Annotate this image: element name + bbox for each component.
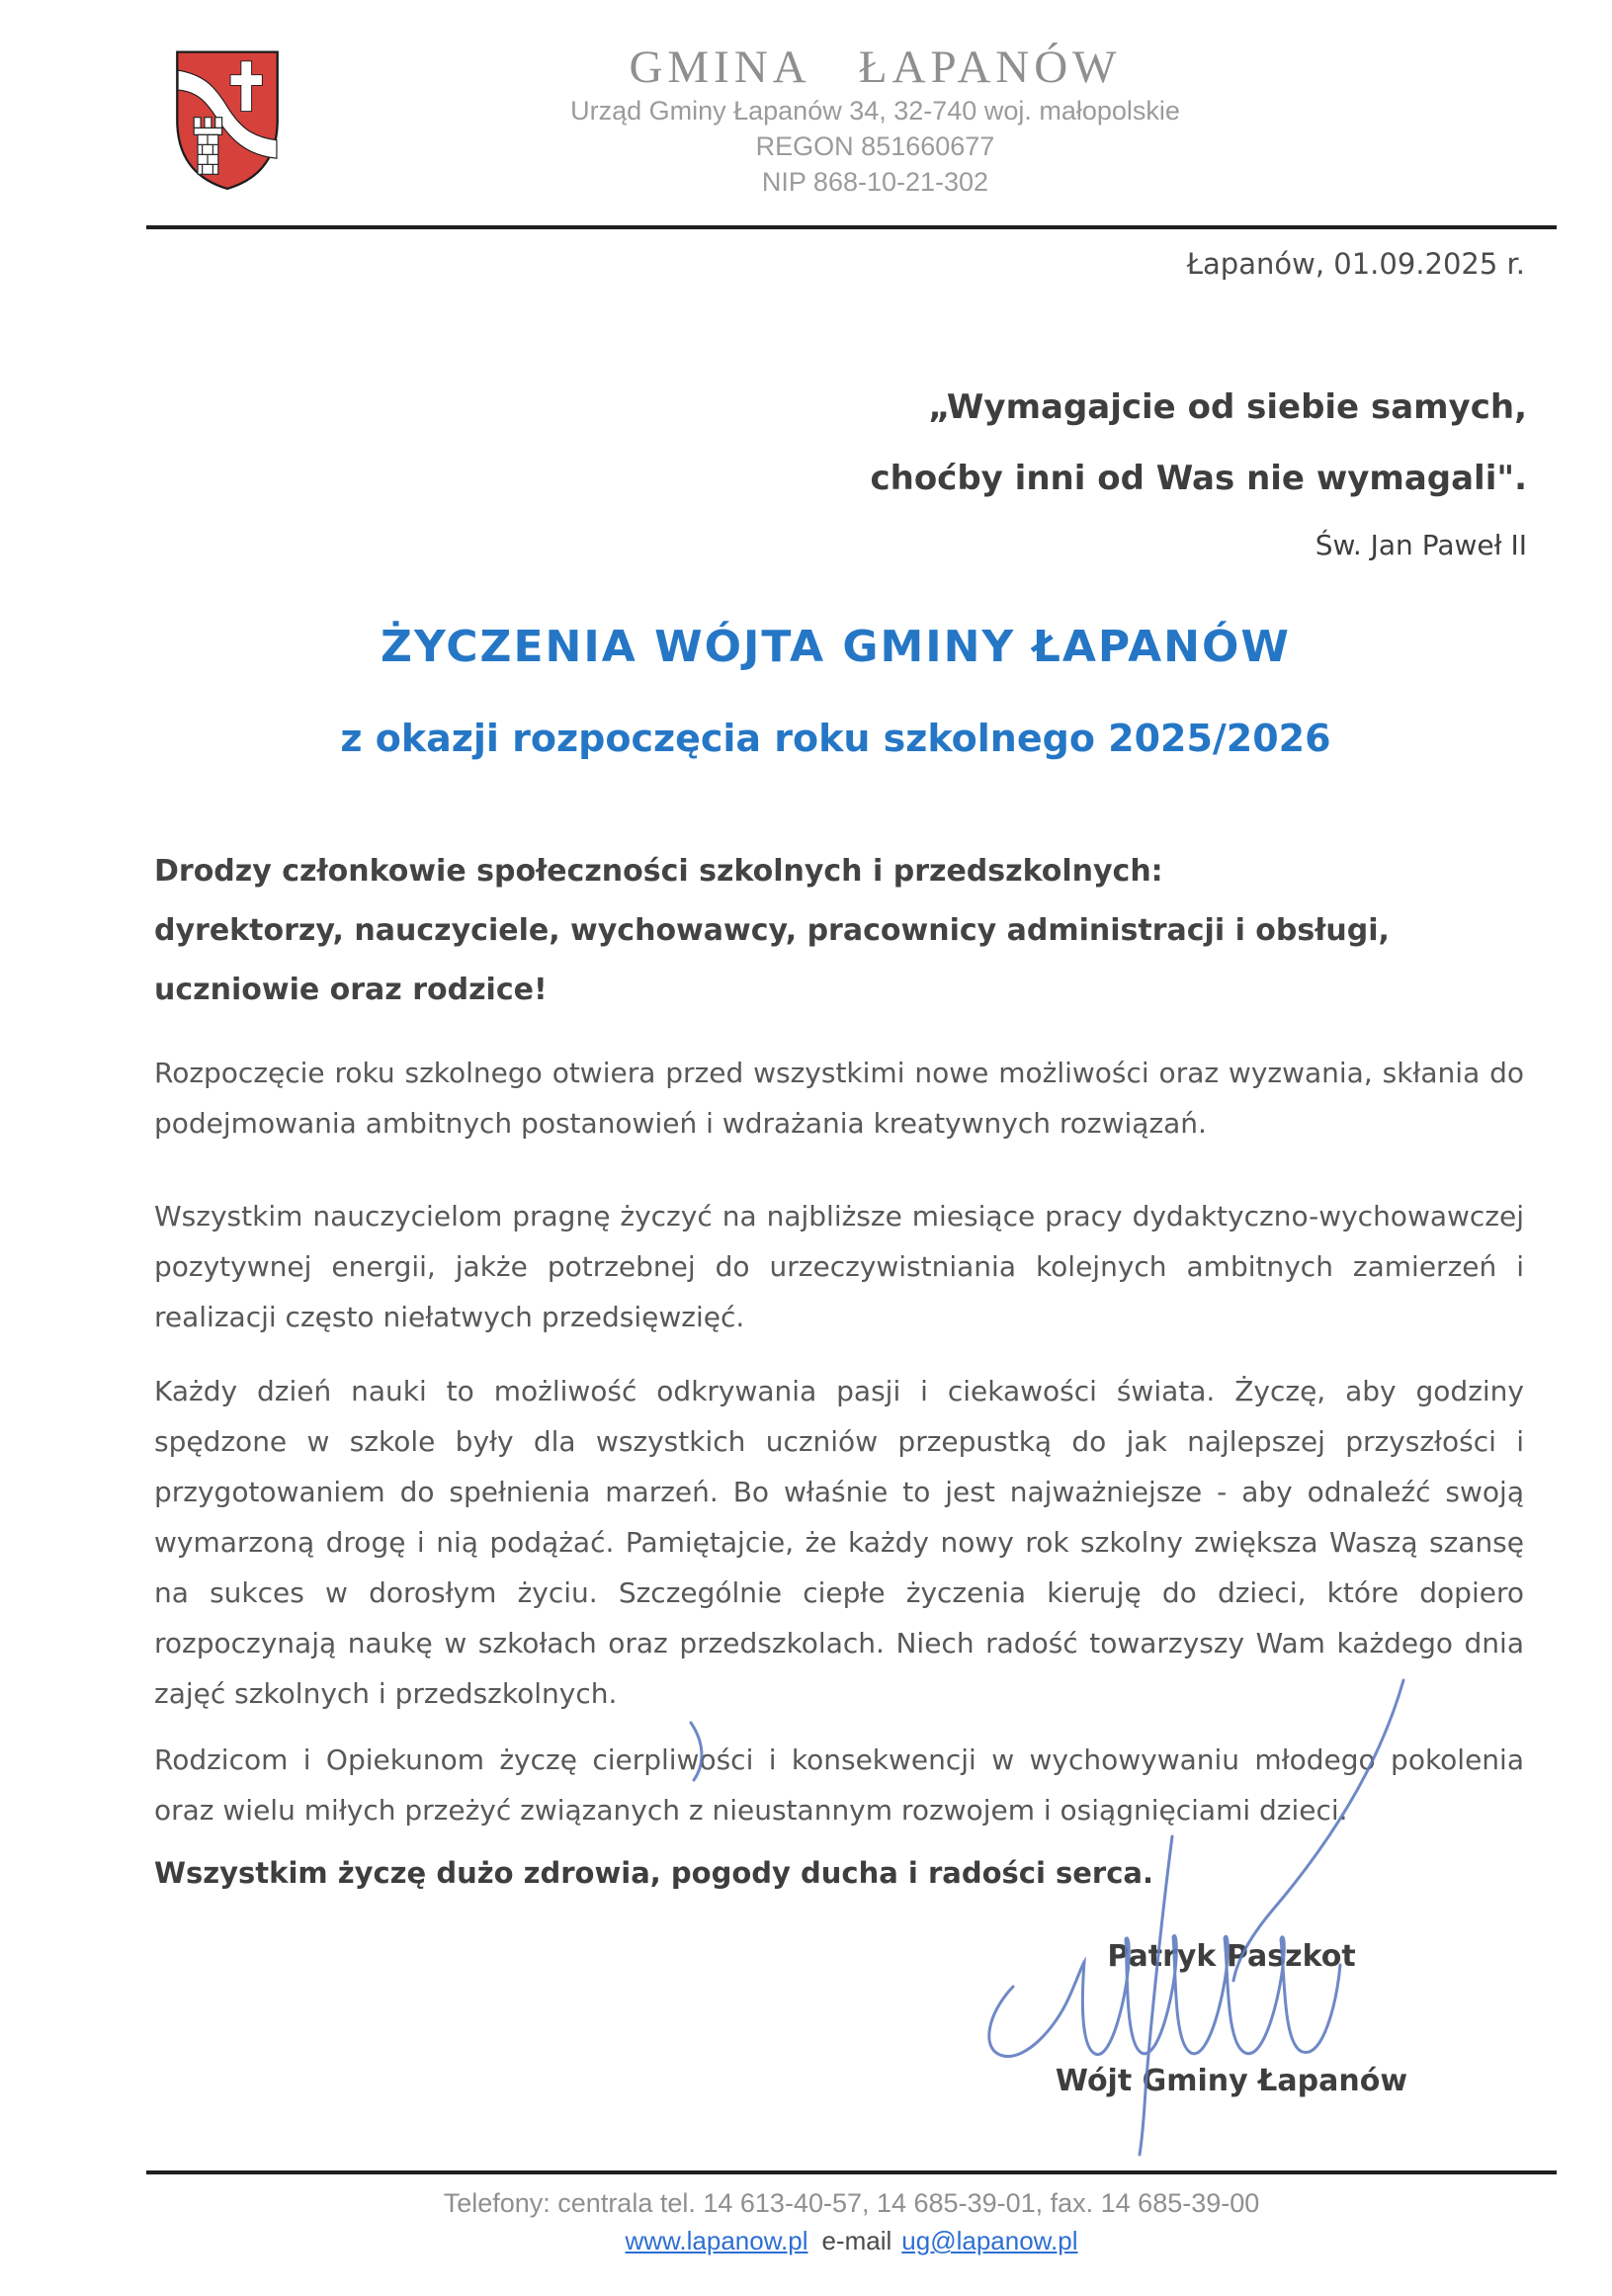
letterhead: [316, 42, 1434, 200]
quote-block: [870, 372, 1527, 577]
org-address: Urząd Gminy Łapanów 34, 32-740 woj. małopolskie: [570, 96, 1180, 126]
signatory-role: Wójt Gminy Łapanów: [1055, 2064, 1408, 2098]
greeting-line-3: uczniowie oraz rodzice!: [154, 973, 548, 1007]
closing-line: Wszystkim życzę dużo zdrowia, pogody ducha i radości serca.: [154, 1856, 1154, 1890]
title-line-1: ŻYCZENIA WÓJTA GMINY ŁAPANÓW: [381, 622, 1291, 672]
email-label: e-mail: [821, 2226, 892, 2255]
paragraph-2: Wszystkim nauczycielom pragnę życzyć na najbliższe miesiące pracy dydaktyczno-wychowawczej pozytywnej energii, jakże potrzebnej do urzeczywistniania kolejnych ambitnych zamierzeń i realizacji często niełatwych przedsięwzięć.: [154, 1200, 1524, 1333]
paragraph-1: Rozpoczęcie roku szkolnego otwiera przed wszystkimi nowe możliwości oraz wyzwania, skłania do podejmowania ambitnych postanowień i wdrażania kreatywnych rozwiązań.: [154, 1057, 1524, 1140]
quote-attribution: Św. Jan Paweł II: [1315, 529, 1527, 561]
signatory-name: Patryk Paszkot: [1107, 1939, 1356, 1974]
paragraph-4: Rodzicom i Opiekunom życzę cierpliwości i konsekwencji w wychowywaniu młodego pokolenia oraz wielu miłych przeżyć związanych z nieustannym rozwojem i osiągnięciami dzieci.: [154, 1743, 1524, 1827]
title-line-2: z okazji rozpoczęcia roku szkolnego 2025/2026: [340, 717, 1331, 760]
footer-phones: Telefony: centrala tel. 14 613-40-57, 14 685-39-01, fax. 14 685-39-00: [443, 2188, 1260, 2218]
lapanow-coat-of-arms-icon: [166, 47, 289, 192]
header-divider: [146, 225, 1557, 229]
greeting-line-1: Drodzy członkowie społeczności szkolnych i przedszkolnych:: [154, 854, 1163, 889]
letter-title: [59, 623, 1612, 761]
footer-links: [146, 2226, 1557, 2256]
org-name: GMINA ŁAPANÓW: [629, 42, 1122, 93]
greeting: [154, 842, 1524, 1020]
quote-line-2: choćby inni od Was nie wymagali".: [870, 459, 1527, 498]
org-nip: NIP 868-10-21-302: [761, 167, 989, 197]
date-line: Łapanów, 01.09.2025 r.: [1186, 247, 1525, 281]
org-regon: REGON 851660677: [755, 131, 995, 161]
footer-divider: [146, 2170, 1557, 2174]
greeting-line-2: dyrektorzy, nauczyciele, wychowawcy, pracownicy administracji i obsługi,: [154, 913, 1390, 948]
quote-line-1: „Wymagajcie od siebie samych,: [928, 387, 1527, 427]
website-link[interactable]: www.lapanow.pl: [625, 2226, 808, 2255]
email-link[interactable]: ug@lapanow.pl: [901, 2226, 1078, 2255]
paragraph-3: Każdy dzień nauki to możliwość odkrywania pasji i ciekawości świata. Życzę, aby godziny spędzone w szkole były dla wszystkich uczniów przepustką do jak najlepszej przyszłości i przygotowaniem do spełnienia marzeń. Bo właśnie to jest najważniejsze - aby odnaleźć swoją wymarzoną drogę i nią podążać. Pamiętajcie, że każdy nowy rok szkolny zwiększa Waszą szansę na sukces w dorosłym życiu. Szczególnie ciepłe życzenia kieruję do dzieci, które dopiero rozpoczynają naukę w szkołach oraz przedszkolach. Niech radość towarzyszy Wam każdego dnia zajęć szkolnych i przedszkolnych.: [154, 1375, 1524, 1710]
